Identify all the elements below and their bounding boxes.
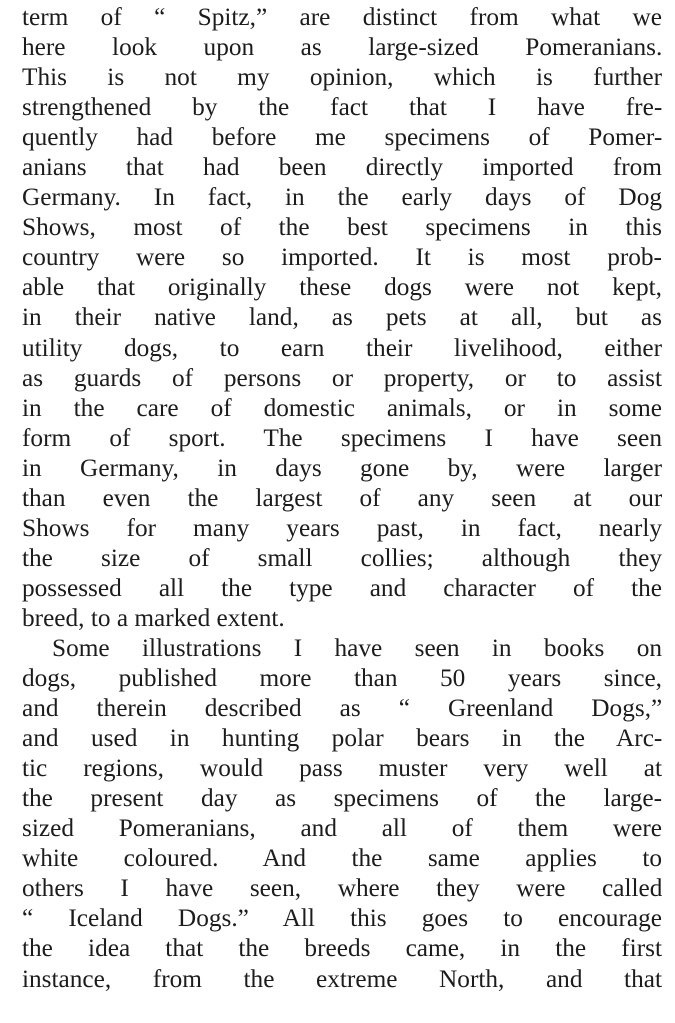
text-line: able that originally these dogs were not kept, — [22, 273, 662, 302]
text-line: than even the largest of any seen at our — [22, 483, 662, 512]
text-line: country were so imported. It is most prob- — [22, 243, 662, 272]
text-line: sized Pomeranians, and all of them were — [22, 814, 662, 843]
text-line: Germany. In fact, in the early days of Dog — [22, 183, 662, 212]
text-line: instance, from the extreme North, and that — [22, 964, 662, 993]
text-line: possessed all the type and character of the — [22, 573, 662, 602]
text-line: white coloured. And the same applies to — [22, 844, 662, 873]
text-line: and used in hunting polar bears in the Arc- — [22, 724, 662, 753]
text-line: anians that had been directly imported from — [22, 153, 662, 182]
text-line: breed, to a marked extent. — [22, 603, 285, 632]
text-line: the present day as specimens of the large- — [22, 784, 662, 813]
text-line: in their native land, as pets at all, but as — [22, 303, 662, 332]
text-line: in Germany, in days gone by, were larger — [22, 453, 662, 482]
text-line: This is not my opinion, which is further — [22, 63, 662, 92]
text-line: form of sport. The specimens I have seen — [22, 423, 662, 452]
document-page — [22, 2, 662, 994]
text-line: here look upon as large-sized Pomeranians. — [22, 33, 662, 62]
text-line: term of “ Spitz,” are distinct from what we — [22, 3, 662, 31]
text-line: others I have seen, where they were called — [22, 874, 662, 903]
text-line: dogs, published more than 50 years since, — [22, 664, 662, 693]
text-line: as guards of persons or property, or to assist — [22, 363, 662, 392]
text-line: “ Iceland Dogs.” All this goes to encourage — [22, 904, 662, 933]
paragraph-greenland-dogs — [22, 633, 662, 994]
text-line: the size of small collies; although they — [22, 543, 662, 572]
text-line: in the care of domestic animals, or in some — [22, 393, 662, 422]
text-line: the idea that the breeds came, in the first — [22, 934, 662, 963]
text-line: utility dogs, to earn their livelihood, either — [22, 333, 662, 362]
text-line: quently had before me specimens of Pomer- — [22, 123, 662, 152]
text-line: Shows for many years past, in fact, nearly — [22, 513, 662, 542]
text-line: strengthened by the fact that I have fre- — [22, 93, 662, 122]
text-line: Shows, most of the best specimens in this — [22, 213, 662, 242]
text-line: and therein described as “ Greenland Dogs,” — [22, 694, 662, 723]
paragraph-continued — [22, 2, 662, 633]
text-line: tic regions, would pass muster very well at — [22, 754, 662, 783]
text-line: Some illustrations I have seen in books on — [52, 633, 662, 662]
